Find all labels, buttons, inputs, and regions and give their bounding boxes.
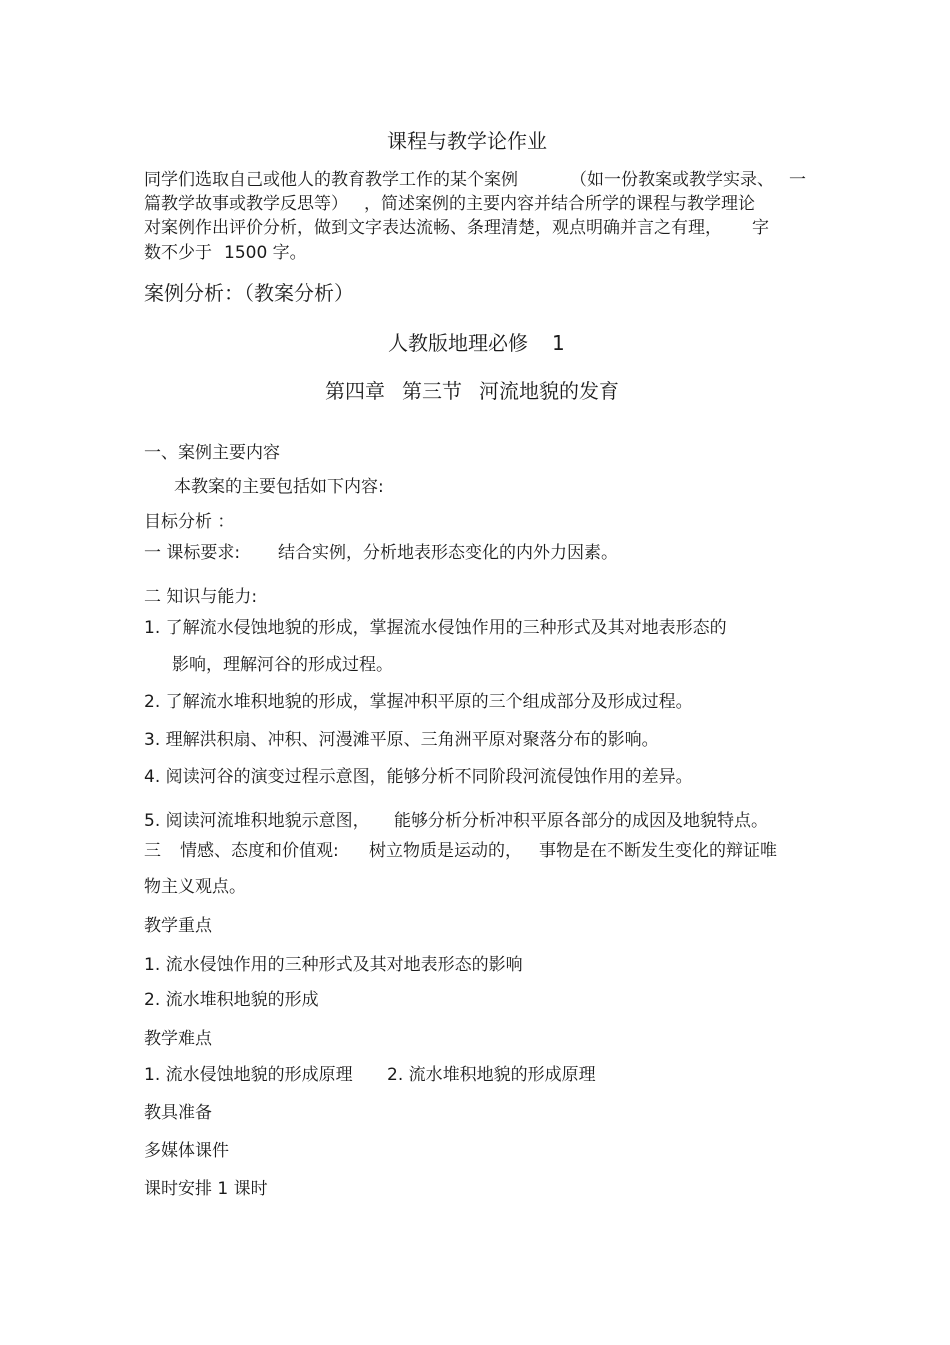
difficulty-item: 2. 流水堆积地貌的形成原理 <box>387 1065 596 1085</box>
emotion-text-4: 物主义观点。 <box>144 877 246 897</box>
key-point-item: 2. 流水堆积地貌的形成 <box>144 990 319 1010</box>
key-point-item: 1. 流水侵蚀作用的三种形式及其对地表形态的影响 <box>144 955 523 975</box>
knowledge-item: 1. 了解流水侵蚀地貌的形成，掌握流水侵蚀作用的三种形式及其对地表形态的 <box>144 618 727 638</box>
intro-line-1: 同学们选取自己或他人的教育教学工作的某个案例 <box>144 170 518 190</box>
knowledge-item: 5. 阅读河流堆积地貌示意图， <box>144 811 370 831</box>
emotion-text-1: 情感、态度和价值观: <box>180 841 339 861</box>
intro-line-1b: （如一份教案或教学实录、 <box>570 170 774 190</box>
knowledge-item: 3. 理解洪积扇、冲积、河漫滩平原、三角洲平原对聚落分布的影响。 <box>144 730 659 750</box>
page-title: 课程与教学论作业 <box>387 129 547 153</box>
emotion-text-2: 树立物质是运动的， <box>369 841 522 861</box>
difficulty-heading: 教学难点 <box>144 1029 212 1049</box>
subtitle-textbook: 人教版地理必修 <box>388 331 528 355</box>
section-1-intro: 本教案的主要包括如下内容: <box>174 477 384 497</box>
knowledge-heading: 二 知识与能力: <box>144 587 258 607</box>
case-heading: 案例分析：（教案分析） <box>144 281 354 305</box>
intro-line-3: 对案例作出评价分析，做到文字表达流畅、条理清楚，观点明确并言之有理， <box>144 218 722 238</box>
knowledge-item-part: 能够分析分析冲积平原各部分的成因及地貌特点。 <box>394 811 768 831</box>
tools-heading: 教具准备 <box>144 1103 212 1123</box>
key-points-heading: 教学重点 <box>144 916 212 936</box>
subtitle-section: 第三节 <box>402 379 462 403</box>
curriculum-label: 一 课标要求: <box>144 543 241 563</box>
section-1-heading: 一、案例主要内容 <box>144 443 280 463</box>
difficulty-item: 1. 流水侵蚀地貌的形成原理 <box>144 1065 353 1085</box>
class-time-text: 课时安排 1 课时 <box>144 1179 268 1199</box>
intro-line-4: 数不少于 <box>144 243 212 263</box>
intro-line-3b: 字 <box>752 218 769 238</box>
curriculum-text: 结合实例，分析地表形态变化的内外力因素。 <box>278 543 618 563</box>
subtitle-chapter: 第四章 <box>325 379 385 403</box>
intro-line-4b: 1500 字。 <box>224 243 307 263</box>
intro-line-2b: ，简述案例的主要内容并结合所学的课程与教学理论 <box>364 194 755 214</box>
knowledge-item-continuation: 影响，理解河谷的形成过程。 <box>172 655 393 675</box>
knowledge-item: 4. 阅读河谷的演变过程示意图，能够分析不同阶段河流侵蚀作用的差异。 <box>144 767 693 787</box>
subtitle-textbook-number: 1 <box>552 331 565 355</box>
emotion-label: 三 <box>144 841 161 861</box>
goal-heading: 目标分析 ： <box>144 512 235 532</box>
intro-line-1c: 一 <box>789 170 806 190</box>
knowledge-item: 2. 了解流水堆积地貌的形成，掌握冲积平原的三个组成部分及形成过程。 <box>144 692 693 712</box>
intro-line-2: 篇教学故事或教学反思等） <box>144 194 348 214</box>
tools-text: 多媒体课件 <box>144 1141 229 1161</box>
emotion-text-3: 事物是在不断发生变化的辩证唯 <box>539 841 777 861</box>
subtitle-topic: 河流地貌的发育 <box>479 379 619 403</box>
